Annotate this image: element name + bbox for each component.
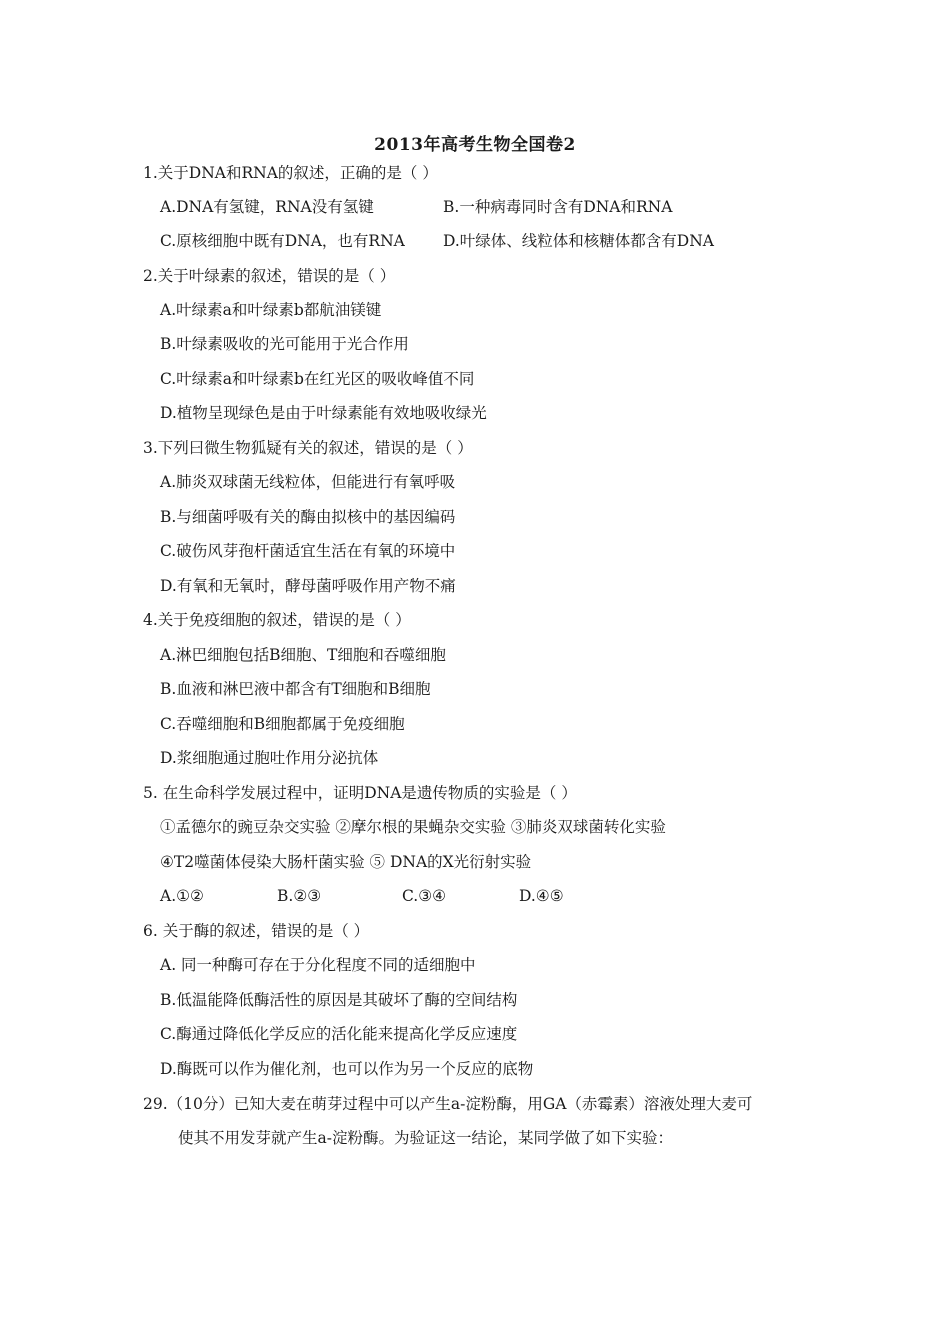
- question-6-stem: 6. 关于酶的叙述，错误的是（ ）: [143, 922, 370, 940]
- question-5-option-b: B.②③: [277, 887, 322, 905]
- question-3-stem: 3.下列曰微生物狐疑有关的叙述，错误的是（ ）: [143, 439, 473, 457]
- question-2-option-b: B.叶绿素吸收的光可能用于光合作用: [160, 335, 409, 353]
- question-1-option-a: A.DNA有氢键，RNA没有氢键: [160, 198, 374, 216]
- question-1-stem: 1.关于DNA和RNA的叙述，正确的是（ ）: [143, 164, 438, 182]
- question-3-option-c: C.破伤风芽孢杆菌适宜生活在有氧的环境中: [160, 542, 456, 560]
- document-title: 2013年高考生物全国卷2: [374, 135, 576, 155]
- question-29-continuation: 使其不用发芽就产生a-淀粉酶。为验证这一结论，某同学做了如下实验：: [178, 1129, 673, 1147]
- question-3-option-d: D.有氧和无氧时，酵母菌呼吸作用产物不痛: [160, 577, 456, 595]
- question-1-option-d: D.叶绿体、线粒体和核糖体都含有DNA: [443, 232, 714, 250]
- question-6-option-b: B.低温能降低酶活性的原因是其破坏了酶的空间结构: [160, 991, 518, 1009]
- question-4-option-c: C.吞噬细胞和B细胞都属于免疫细胞: [160, 715, 405, 733]
- question-4-stem: 4.关于免疫细胞的叙述，错误的是（ ）: [143, 611, 411, 629]
- question-1-option-b: B.一种病毒同时含有DNA和RNA: [443, 198, 673, 216]
- question-5-option-d: D.④⑤: [519, 887, 564, 905]
- question-1-option-c: C.原核细胞中既有DNA，也有RNA: [160, 232, 405, 250]
- question-4-option-a: A.淋巴细胞包括B细胞、T细胞和吞噬细胞: [160, 646, 446, 664]
- question-2-stem: 2.关于叶绿素的叙述，错误的是（ ）: [143, 267, 396, 285]
- question-29-stem: 29.（10分）已知大麦在萌芽过程中可以产生a-淀粉酶，用GA（赤霉素）溶液处理大麦可: [143, 1095, 753, 1113]
- question-4-option-b: B.血液和淋巴液中都含有T细胞和B细胞: [160, 680, 431, 698]
- question-4-option-d: D.浆细胞通过胞吐作用分泌抗体: [160, 749, 379, 767]
- question-5-option-a: A.①②: [160, 887, 204, 905]
- question-5-items-line-2: ④T2噬菌体侵染大肠杆菌实验 ⑤ DNA的X光衍射实验: [160, 853, 532, 871]
- question-6-option-a: A. 同一种酶可存在于分化程度不同的适细胞中: [160, 956, 476, 974]
- question-3-option-a: A.肺炎双球菌无线粒体，但能进行有氧呼吸: [160, 473, 456, 491]
- question-2-option-c: C.叶绿素a和叶绿素b在红光区的吸收峰值不同: [160, 370, 475, 388]
- question-6-option-d: D.酶既可以作为催化剂，也可以作为另一个反应的底物: [160, 1060, 534, 1078]
- question-5-items-line-1: ①孟德尔的豌豆杂交实验 ②摩尔根的果蝇杂交实验 ③肺炎双球菌转化实验: [160, 818, 666, 836]
- question-3-option-b: B.与细菌呼吸有关的酶由拟核中的基因编码: [160, 508, 456, 526]
- question-5-option-c: C.③④: [402, 887, 447, 905]
- question-5-stem: 5. 在生命科学发展过程中，证明DNA是遗传物质的实验是（ ）: [143, 784, 577, 802]
- question-6-option-c: C.酶通过降低化学反应的活化能来提高化学反应速度: [160, 1025, 518, 1043]
- question-2-option-a: A.叶绿素a和叶绿素b都航油镁键: [160, 301, 382, 319]
- question-2-option-d: D.植物呈现绿色是由于叶绿素能有效地吸收绿光: [160, 404, 487, 422]
